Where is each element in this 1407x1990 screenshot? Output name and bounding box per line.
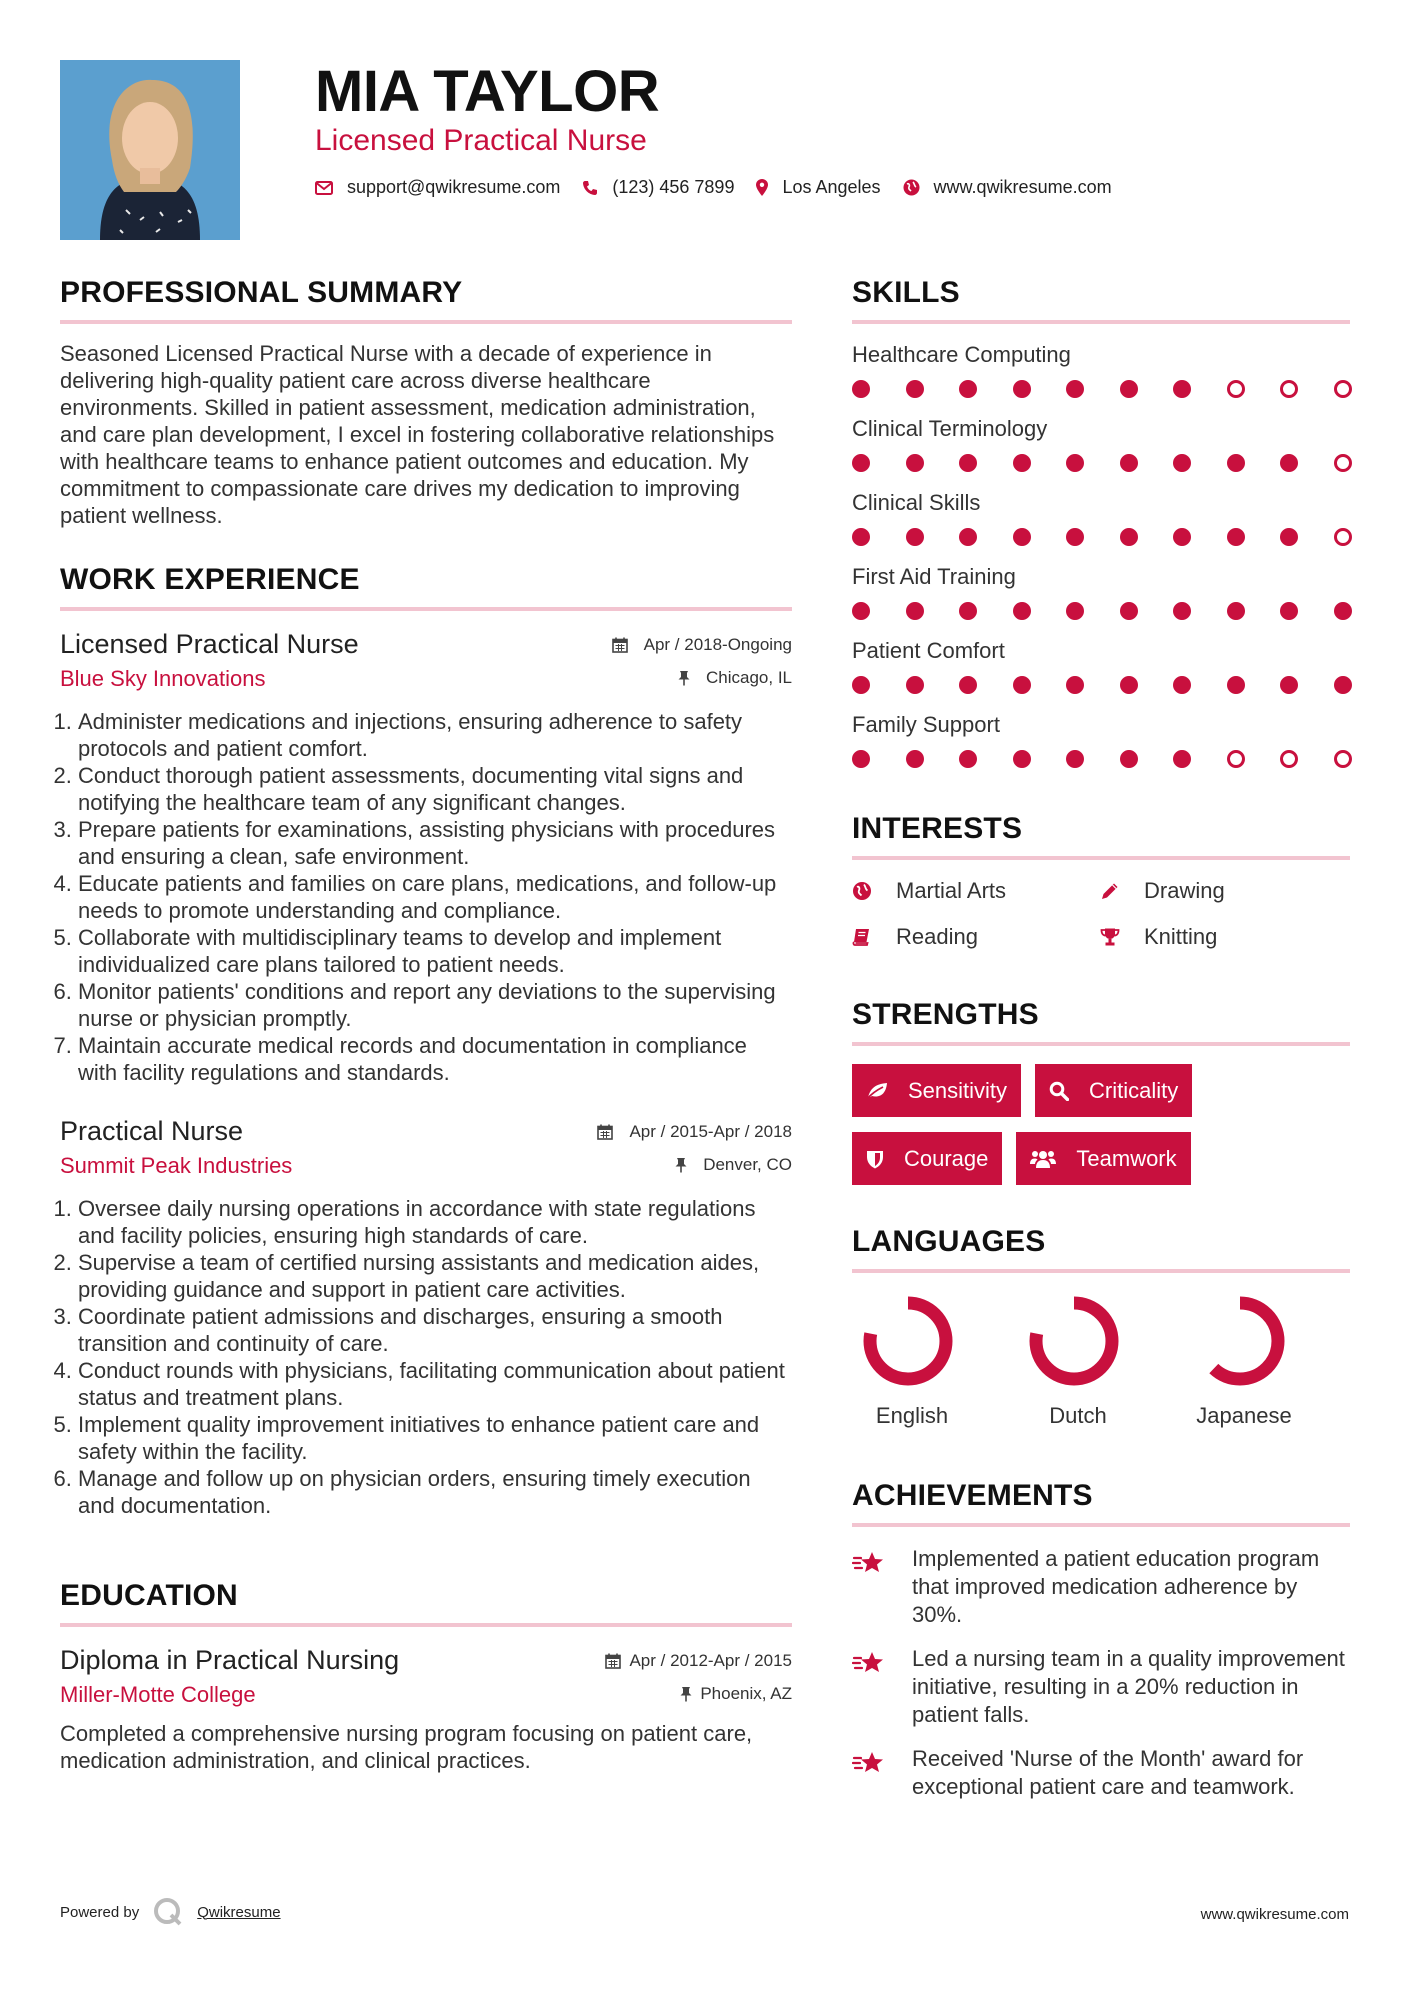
interest-label: Martial Arts <box>896 878 1007 903</box>
skill-name: Clinical Skills <box>852 490 981 515</box>
job-bullet: 5. Implement quality improvement initiatives to enhance patient care and safety within the facility. <box>78 1411 792 1465</box>
rating-dot-empty <box>1227 380 1245 398</box>
rating-dot-filled <box>1120 750 1138 768</box>
job-bullet: 1. Oversee daily nursing operations in accordance with state regulations and facility policies, ensuring high standards of care. <box>78 1195 792 1249</box>
users-icon <box>1030 1149 1066 1169</box>
job-bullet: 3. Coordinate patient admissions and discharges, ensuring a smooth transition and continuity of care. <box>78 1303 792 1357</box>
rating-dot-filled <box>1066 676 1084 694</box>
job-location <box>675 1155 792 1175</box>
language-gauge <box>858 1291 958 1391</box>
powered-by-label: Powered by <box>60 1903 140 1921</box>
interest-list <box>852 878 1350 950</box>
contact-location <box>756 177 880 198</box>
rating-dot-filled <box>1334 602 1352 620</box>
achievement-list <box>852 1545 1350 1801</box>
skill-rating <box>852 602 1352 620</box>
rating-dot-filled <box>1227 528 1245 546</box>
rating-dot-filled <box>1173 380 1191 398</box>
rating-dot-filled <box>1013 454 1031 472</box>
rating-dot-filled <box>1066 602 1084 620</box>
rating-dot-filled <box>1227 454 1245 472</box>
rating-dot-filled <box>1227 676 1245 694</box>
job-subheader <box>60 666 792 692</box>
skills-title: SKILLS <box>852 276 1350 324</box>
education-text: Completed a comprehensive nursing program focusing on patient care, medication administration, and clinical practices. <box>60 1721 753 1773</box>
rating-dot-filled <box>1173 676 1191 694</box>
star-award-icon <box>852 1547 900 1577</box>
calendar-icon <box>612 637 636 653</box>
rating-dot-filled <box>1280 454 1298 472</box>
job-bullet: 5. Collaborate with multidisciplinary teams to develop and implement individualized care plans tailored to patient needs. <box>78 924 792 978</box>
interest-item <box>1100 878 1350 904</box>
strengths-title: STRENGTHS <box>852 998 1350 1046</box>
rating-dot-filled <box>906 602 924 620</box>
rating-dot-filled <box>852 380 870 398</box>
job-location-text: Chicago, IL <box>706 668 792 687</box>
job-bullet: 7. Maintain accurate medical records and documentation in compliance with facility regulations and standards. <box>78 1032 792 1086</box>
language-gauge <box>1190 1291 1290 1391</box>
rating-dot-filled <box>1173 528 1191 546</box>
contact-phone[interactable] <box>582 177 734 198</box>
email-text: support@qwikresume.com <box>347 177 561 197</box>
rating-dot-filled <box>1334 676 1352 694</box>
rating-dot-filled <box>1280 602 1298 620</box>
strength-badge <box>1016 1132 1190 1185</box>
achievement-item <box>852 1545 1350 1629</box>
rating-dot-filled <box>1280 528 1298 546</box>
skill-rating <box>852 750 1352 768</box>
job-bullet: 3. Prepare patients for examinations, assisting physicians with procedures and ensuring a clean, safe environment. <box>78 816 792 870</box>
rating-dot-filled <box>1120 528 1138 546</box>
job-location-text: Denver, CO <box>703 1155 792 1174</box>
skill-name: First Aid Training <box>852 564 1016 589</box>
star-award-icon <box>852 1647 900 1677</box>
interest-item <box>852 878 1100 904</box>
globe-icon <box>903 179 920 196</box>
rating-dot-filled <box>959 750 977 768</box>
pushpin-icon <box>680 1686 692 1702</box>
rating-dot-filled <box>959 454 977 472</box>
shield-icon <box>866 1149 894 1169</box>
footer-powered <box>60 1897 281 1927</box>
job-bullet: 4. Conduct rounds with physicians, facilitating communication about patient status and treatment plans. <box>78 1357 792 1411</box>
skill-name: Family Support <box>852 712 1000 737</box>
contact-website[interactable] <box>903 177 1112 198</box>
achievement-item <box>852 1745 1350 1801</box>
job-date <box>597 1122 792 1142</box>
company-name: Summit Peak Industries <box>60 1153 293 1178</box>
job-date-text: Apr / 2018-Ongoing <box>643 635 792 654</box>
rating-dot-filled <box>1013 602 1031 620</box>
rating-dot-filled <box>1066 750 1084 768</box>
interests-title: INTERESTS <box>852 812 1350 860</box>
job-date <box>612 635 792 655</box>
degree-title: Diploma in Practical Nursing <box>60 1645 400 1675</box>
strength-label: Teamwork <box>1076 1145 1177 1171</box>
star-award-icon <box>852 1747 900 1777</box>
language-list <box>852 1291 1350 1429</box>
strength-label: Courage <box>904 1145 989 1171</box>
candidate-role: Licensed Practical Nurse <box>315 124 647 157</box>
brand-link[interactable]: Qwikresume <box>197 1903 281 1921</box>
job-bullet: 1. Administer medications and injections, ensuring adherence to safety protocols and patient comfort. <box>78 708 792 762</box>
trophy-icon <box>1100 927 1132 947</box>
rating-dot-filled <box>852 750 870 768</box>
skill-rating <box>852 676 1352 694</box>
strength-label: Criticality <box>1089 1077 1179 1103</box>
profile-photo <box>60 60 240 240</box>
strength-badge <box>852 1064 1021 1117</box>
achievement-text: Implemented a patient education program that improved medication adherence by 30%. <box>912 1546 1320 1627</box>
skill-name: Clinical Terminology <box>852 416 1048 441</box>
rating-dot-filled <box>1013 750 1031 768</box>
globe-icon <box>852 881 884 901</box>
achievements-title: ACHIEVEMENTS <box>852 1479 1350 1527</box>
rating-dot-empty <box>1280 750 1298 768</box>
rating-dot-filled <box>1013 380 1031 398</box>
strength-badge <box>1035 1064 1192 1117</box>
rating-dot-filled <box>852 602 870 620</box>
job-entry <box>60 1116 792 1519</box>
education-date: Apr / 2012-Apr / 2015 <box>605 1651 792 1671</box>
candidate-name: MIA TAYLOR <box>315 59 660 124</box>
company-name: Blue Sky Innovations <box>60 666 266 691</box>
skill-name: Healthcare Computing <box>852 342 1071 367</box>
job-bullet: 2. Supervise a team of certified nursing assistants and medication aides, providing guidance and support in patient care activities. <box>78 1249 792 1303</box>
job-bullet: 6. Manage and follow up on physician orders, ensuring timely execution and documentation. <box>78 1465 792 1519</box>
skill-rating <box>852 528 1352 546</box>
language-name: English <box>875 1403 949 1428</box>
job-header <box>60 1116 792 1147</box>
job-entry <box>60 629 792 1086</box>
pencil-icon <box>1100 881 1132 901</box>
contact-bar <box>315 177 1134 198</box>
envelope-icon <box>315 181 333 195</box>
calendar-icon <box>597 1124 621 1140</box>
rating-dot-filled <box>1013 528 1031 546</box>
languages-title: LANGUAGES <box>852 1225 1350 1273</box>
phone-text: (123) 456 7899 <box>612 177 735 197</box>
job-header <box>60 629 792 660</box>
language-item <box>1018 1291 1184 1429</box>
rating-dot-filled <box>959 676 977 694</box>
rating-dot-empty <box>1280 380 1298 398</box>
rating-dot-filled <box>1120 454 1138 472</box>
strength-list <box>852 1064 1350 1185</box>
rating-dot-filled <box>852 528 870 546</box>
interest-item <box>852 924 1100 950</box>
rating-dot-filled <box>1280 676 1298 694</box>
map-pin-icon <box>756 179 768 196</box>
rating-dot-empty <box>1334 454 1352 472</box>
interest-label: Drawing <box>1144 878 1225 903</box>
interest-label: Knitting <box>1144 924 1218 949</box>
job-bullet: 2. Conduct thorough patient assessments, documenting vital signs and notifying the healthcare team of any significant changes. <box>78 762 792 816</box>
skill-list <box>852 342 1350 768</box>
qwikresume-logo-icon <box>153 1897 183 1927</box>
footer-website[interactable]: www.qwikresume.com <box>1200 1906 1349 1923</box>
rating-dot-filled <box>959 602 977 620</box>
location-text: Los Angeles <box>782 177 881 197</box>
right-column <box>852 276 1350 1817</box>
education-location: Phoenix, AZ <box>680 1684 792 1704</box>
work-title: WORK EXPERIENCE <box>60 563 792 611</box>
strength-badge <box>852 1132 1002 1185</box>
rating-dot-filled <box>906 380 924 398</box>
rating-dot-filled <box>1013 676 1031 694</box>
rating-dot-filled <box>1066 380 1084 398</box>
language-item <box>852 1291 1018 1429</box>
language-gauge <box>1024 1291 1124 1391</box>
skill-rating <box>852 380 1352 398</box>
rating-dot-empty <box>1227 750 1245 768</box>
rating-dot-filled <box>906 750 924 768</box>
rating-dot-filled <box>959 380 977 398</box>
rating-dot-filled <box>906 528 924 546</box>
job-title: Practical Nurse <box>60 1116 244 1146</box>
rating-dot-empty <box>1334 380 1352 398</box>
website-text: www.qwikresume.com <box>933 177 1112 197</box>
achievement-text: Led a nursing team in a quality improvement initiative, resulting in a 20% reduction in patient falls. <box>912 1646 1345 1727</box>
rating-dot-filled <box>1227 602 1245 620</box>
pushpin-icon <box>678 670 698 686</box>
search-icon <box>1049 1081 1079 1101</box>
achievement-text: Received 'Nurse of the Month' award for exceptional patient care and teamwork. <box>912 1746 1304 1799</box>
skill-rating <box>852 454 1352 472</box>
rating-dot-filled <box>852 454 870 472</box>
rating-dot-filled <box>1120 676 1138 694</box>
education-entry <box>60 1645 792 1774</box>
summary-title: PROFESSIONAL SUMMARY <box>60 276 792 324</box>
education-title: EDUCATION <box>60 1579 792 1627</box>
rating-dot-filled <box>1173 602 1191 620</box>
left-column <box>60 276 792 1774</box>
rating-dot-empty <box>1334 528 1352 546</box>
rating-dot-filled <box>959 528 977 546</box>
job-subheader <box>60 1153 792 1179</box>
rating-dot-filled <box>1120 602 1138 620</box>
leaf-icon <box>866 1082 898 1100</box>
job-bullet: 6. Monitor patients' conditions and report any deviations to the supervising nurse or physician promptly. <box>78 978 792 1032</box>
rating-dot-filled <box>1120 380 1138 398</box>
rating-dot-filled <box>852 676 870 694</box>
school-name: Miller-Motte College <box>60 1682 256 1707</box>
pushpin-icon <box>675 1157 695 1173</box>
language-name: Dutch <box>1049 1403 1107 1428</box>
job-list <box>60 629 792 1519</box>
rating-dot-filled <box>1173 454 1191 472</box>
rating-dot-empty <box>1334 750 1352 768</box>
strength-label: Sensitivity <box>908 1077 1008 1103</box>
job-bullet: 4. Educate patients and families on care plans, medications, and follow-up needs to promote understanding and compliance. <box>78 870 792 924</box>
language-name: Japanese <box>1196 1403 1292 1428</box>
contact-email[interactable] <box>315 177 560 198</box>
language-item <box>1184 1291 1350 1429</box>
rating-dot-filled <box>1173 750 1191 768</box>
book-icon <box>852 927 884 947</box>
phone-icon <box>582 180 598 196</box>
skill-name: Patient Comfort <box>852 638 1005 663</box>
job-title: Licensed Practical Nurse <box>60 629 359 659</box>
rating-dot-filled <box>906 676 924 694</box>
achievement-item <box>852 1645 1350 1729</box>
rating-dot-filled <box>906 454 924 472</box>
calendar-icon <box>605 1653 621 1669</box>
job-location <box>678 668 792 688</box>
summary-text: Seasoned Licensed Practical Nurse with a decade of experience in delivering high-quality patient care across diverse healthcare environments. Skilled in patient assessment, medication administration, and care plan development, I excel in fostering collaborative relationships with healthcare teams to enhance patient outcomes and education. My commitment to compassionate care drives my dedication to improving patient wellness. <box>60 341 775 528</box>
rating-dot-filled <box>1066 454 1084 472</box>
job-date-text: Apr / 2015-Apr / 2018 <box>629 1122 792 1141</box>
job-bullets <box>60 1195 792 1519</box>
interest-item <box>1100 924 1350 950</box>
rating-dot-filled <box>1066 528 1084 546</box>
job-bullets <box>60 708 792 1086</box>
interest-label: Reading <box>896 924 978 949</box>
